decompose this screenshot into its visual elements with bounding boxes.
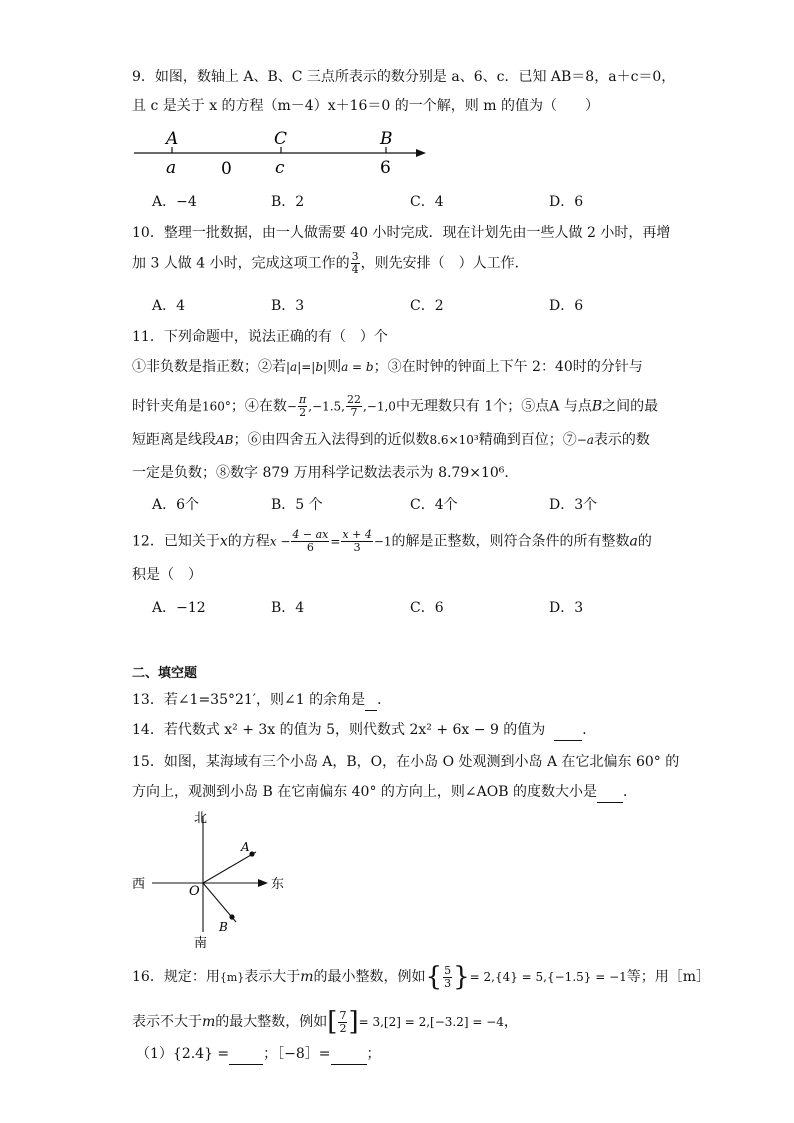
q10-line2-pre: 加 3 人做 4 小时，完成这项工作的: [132, 255, 350, 272]
fraction-pi-over-2: $\frac{\pi}{2}$: [298, 393, 307, 419]
q10-line2: [132, 251, 529, 276]
q16-line2: 表示不大于m的最大整数，例如[ $\frac{7}{2}$ ]= 3,[2] = 2,[−3.2] = −4，: [132, 1007, 518, 1037]
q11-option-a[interactable]: A．6个: [152, 497, 200, 513]
equation-a-b: a = b: [341, 360, 374, 374]
section-title-fill-in: 二、填空题: [132, 666, 198, 681]
compass-diagram: [128, 806, 298, 954]
label-C: C: [274, 129, 288, 149]
q12-option-a[interactable]: A．−12: [152, 600, 206, 616]
q10-option-b[interactable]: B．3: [271, 298, 305, 314]
number-line-arrow: [416, 149, 426, 157]
q9-number-line: [130, 126, 430, 180]
q9-line1: 9．如图，数轴上 A、B、C 三点所表示的数分别是 a、6、c．已知 AB＝8，a＋c＝0，: [132, 69, 676, 85]
q11-option-b[interactable]: B．5 个: [271, 497, 323, 513]
q11-line2: ①非负数是指正数；②若|a|=|b|则a = b；③在时钟的钟面上下午 2：40时的分针与: [132, 359, 643, 375]
fraction-22-over-7: $\frac{22}{7}$: [346, 393, 361, 419]
q11-line5: 一定是负数；⑧数字 879 万用科学记数法表示为 8.79×10⁶．: [132, 465, 519, 481]
q12-line1: 12．已知关于x的方程x − $\frac{4 - ax}{6}$ = $\frac{x + 4}{3}$ −1的解是正整数，则符合条件的所有整数a的: [132, 528, 652, 554]
fraction-three-quarters: $\frac{3}{4}$: [351, 250, 359, 276]
q13-line: 13．若∠1=35°21′，则∠1 的余角是 ．: [132, 690, 391, 711]
q12-line2: 积是（ ）: [132, 567, 202, 583]
q12-option-c[interactable]: C．6: [410, 600, 444, 616]
fraction-x-4-over-3: $\frac{x + 4}{3}$: [342, 528, 372, 554]
q11-line4: 短距离是线段AB；⑥由四舍五入法得到的近似数8.6×10³精确到百位；⑦−a表示的数: [132, 432, 650, 448]
point-B: [229, 914, 234, 919]
label-east: 东: [271, 877, 285, 892]
label-south: 南: [194, 936, 208, 951]
label-A: A: [241, 840, 250, 854]
q9-option-b[interactable]: B．2: [271, 194, 305, 210]
q12-option-b[interactable]: B．4: [271, 600, 305, 616]
q16-sub1-blank-2[interactable]: [331, 1044, 367, 1065]
value-0: 0: [221, 159, 232, 179]
q12-option-d[interactable]: D．3: [549, 600, 584, 616]
q16-sub1: （1）{2.4} = ；［−8］= ；: [136, 1044, 381, 1065]
q15-line1: 15．如图，某海域有三个小岛 A，B，O，在小岛 O 处观测到小岛 A 在它北偏东 60° 的: [132, 754, 680, 770]
q15-answer-blank[interactable]: [597, 782, 623, 803]
abs-equation: |a|=|b|: [286, 360, 328, 374]
q11-line3: 时针夹角是160°；④在数− $\frac{\pi}{2}$ ,−1.5, $\frac{22}{7}$ ,−1,0中无理数只有 1个；⑤点A 与点B之间的最: [132, 393, 659, 419]
q15-line2: 方向上，观测到小岛 B 在它南偏东 40° 的方向上，则∠AOB 的度数大小是 ．: [132, 782, 637, 803]
label-B: B: [380, 129, 393, 149]
q9-option-d[interactable]: D．6: [549, 194, 584, 210]
label-west: 西: [132, 877, 146, 892]
value-a: a: [166, 158, 177, 178]
q13-answer-blank[interactable]: [365, 690, 377, 711]
ray-OA: [203, 852, 256, 883]
q14-answer-blank[interactable]: [554, 720, 582, 741]
angle-160: 160°: [202, 399, 231, 414]
q9-line2: 且 c 是关于 x 的方程（m－4）x＋16＝0 的一个解，则 m 的值为（ ）: [132, 98, 599, 114]
q10-line1: 10．整理一批数据，由一人做需要 40 小时完成．现在计划先由一些人做 2 小时，再增: [132, 225, 671, 241]
value-6: 6: [380, 158, 391, 178]
q11-option-d[interactable]: D．3个: [549, 497, 598, 513]
approx-number: 8.6×10³: [429, 433, 479, 447]
q14-line: 14．若代数式 x² + 3x 的值为 5，则代数式 2x² + 6x − 9 的值为 ．: [132, 720, 596, 741]
label-north: 北: [194, 811, 208, 826]
fraction-4-ax-over-6: $\frac{4 - ax}{6}$: [292, 528, 329, 554]
q9-option-c[interactable]: C．4: [410, 194, 444, 210]
q16-sub1-blank-1[interactable]: [229, 1044, 263, 1065]
fraction-7-over-2: $\frac{7}{2}$: [339, 1008, 347, 1035]
value-c: c: [275, 158, 285, 178]
label-A: A: [166, 129, 179, 149]
label-O: O: [189, 884, 200, 899]
fraction-5-over-3: $\frac{5}{3}$: [444, 963, 452, 990]
label-B: B: [219, 920, 228, 934]
q10-option-d[interactable]: D．6: [549, 298, 584, 314]
q11-option-c[interactable]: C．4个: [410, 497, 458, 513]
east-arrow: [258, 879, 268, 887]
point-A: [249, 851, 254, 856]
q16-line1: 16．规定：用{m}表示大于m的最小整数，例如{ $\frac{5}{3}$ }= 2,{4} = 5,{−1.5} = −1等；用［m］: [132, 962, 711, 992]
q10-option-a[interactable]: A．4: [152, 298, 186, 314]
q11-line1: 11．下列命题中，说法正确的有（ ）个: [132, 329, 388, 345]
q9-option-a[interactable]: A．−4: [152, 194, 197, 210]
q10-line2-post: ，则先安排（ ）人工作．: [360, 255, 529, 272]
q10-option-c[interactable]: C．2: [410, 298, 444, 314]
